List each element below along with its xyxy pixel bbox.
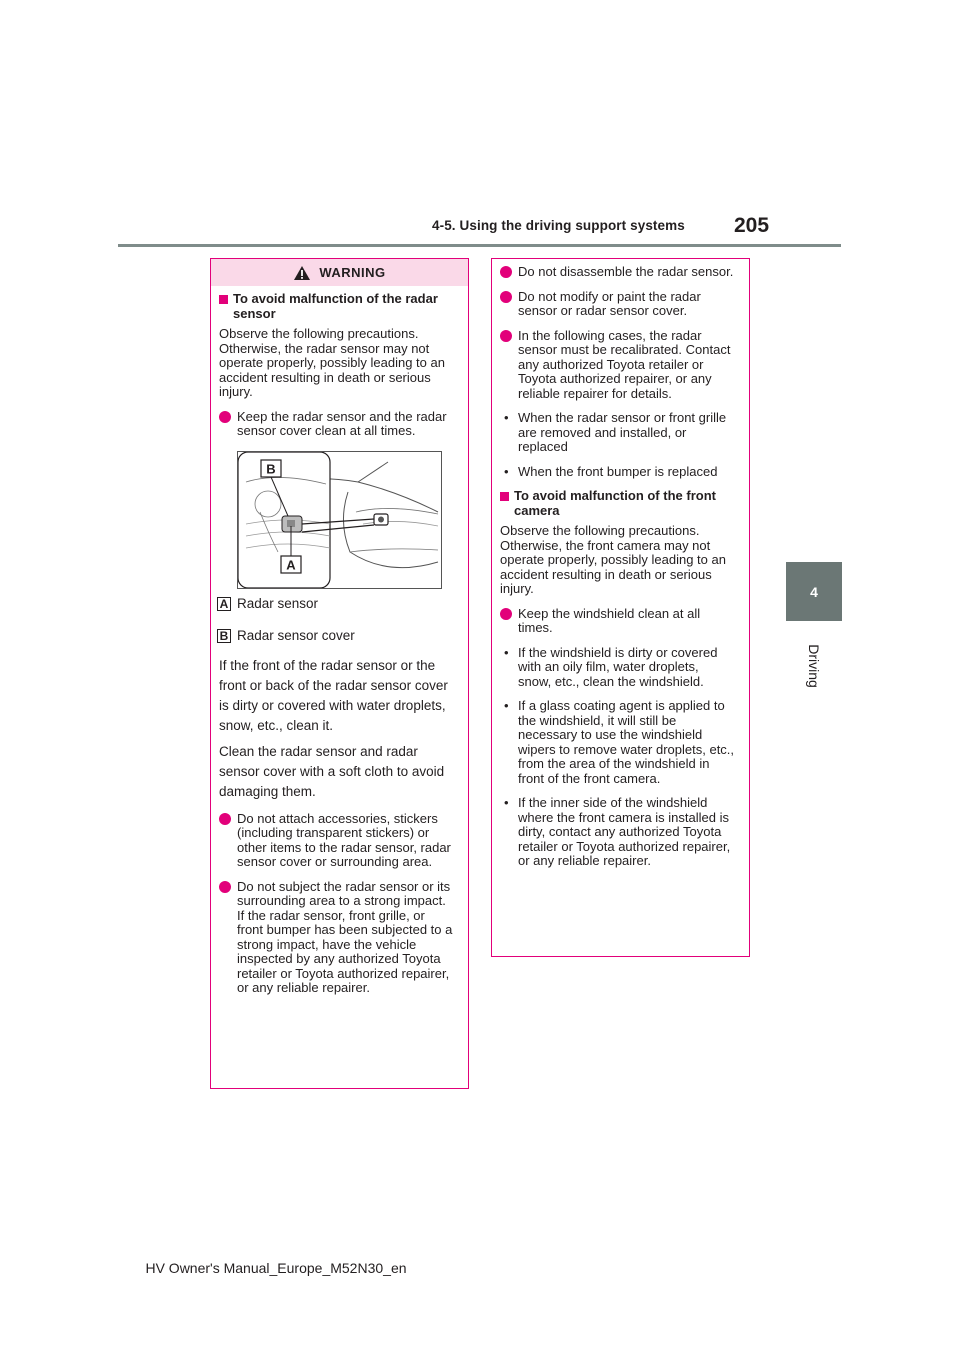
heading-camera-text: To avoid malfunction of the front camera (514, 488, 716, 518)
warning-box-right (491, 258, 750, 957)
bullet-disassemble-text: Do not disassemble the radar sensor. (518, 264, 734, 279)
chapter-number: 4 (810, 583, 818, 600)
dash-inner-text: If the inner side of the windshield where the front camera is installed is dirty, contact any authorized Toyota retailer or Toyota authorized repairer, or any reliable repairer. (518, 795, 731, 868)
legend-radar-sensor-cover (217, 629, 454, 644)
bullet-keep-clean-text: Keep the radar sensor and the radar sensor cover clean at all times. (237, 408, 447, 438)
dash-item-oily: • If the windshield is dirty or covered with an oily film, water droplets, snow, etc., clean the windshield. (504, 644, 718, 689)
legend-label-b: Radar sensor cover (237, 628, 355, 643)
bullet-modify-text: Do not modify or paint the radar sensor or radar sensor cover. (518, 288, 701, 318)
heading-camera (500, 489, 735, 518)
footer-manual-id: HV Owner's Manual_Europe_M52N30_en (145, 1260, 407, 1276)
dash-removed-text: When the radar sensor or front grille are removed and installed, or replaced (518, 410, 727, 454)
bullet-impact-text-1: Do not subject the radar sensor or its surrounding area to a strong impact. (237, 878, 451, 908)
bullet-recalibrate (500, 329, 735, 402)
square-bullet-icon (500, 492, 509, 501)
circle-bullet-icon (500, 291, 512, 303)
page-number: 205 (734, 214, 770, 237)
legend-radar-sensor (217, 597, 454, 612)
para-dirty: If the front of the radar sensor or the front or back of the radar sensor cover is dirty or covered with water droplets, snow, etc., clean it. (219, 657, 448, 733)
circle-bullet-icon (500, 330, 512, 342)
warning-triangle-icon (293, 265, 311, 281)
dash-oily-text: If the windshield is dirty or covered with an oily film, water droplets, snow, etc., clean the windshield. (518, 644, 718, 689)
callout-a: A (286, 557, 296, 572)
warning-box-left (210, 258, 469, 1089)
heading-radar (219, 292, 454, 321)
legend-key-a: A (217, 597, 231, 611)
chapter-label: Driving (806, 644, 822, 688)
bullet-disassemble (500, 265, 735, 280)
dash-item-removed: • When the radar sensor or front grille are removed and installed, or replaced (504, 410, 727, 454)
callout-b: B (266, 461, 276, 476)
dash-bumper-text: When the front bumper is replaced (518, 463, 718, 479)
bullet-impact (219, 880, 454, 996)
bullet-accessories (219, 812, 454, 870)
para-clean: Clean the radar sensor and radar sensor cover with a soft cloth to avoid damaging them. (219, 743, 445, 799)
section-title: 4-5. Using the driving support systems (432, 218, 685, 233)
chapter-tab (786, 562, 842, 621)
radar-sensor-illustration (237, 451, 442, 589)
bullet-accessories-text: Do not attach accessories, stickers (including transparent stickers) or other items to the radar sensor, radar sensor cover or surrounding area. (237, 810, 451, 869)
heading-radar-text: To avoid malfunction of the radar sensor (233, 291, 438, 321)
circle-bullet-icon (500, 608, 512, 620)
dash-item-coating: • If a glass coating agent is applied to the windshield, it will still be necessary to use the windshield wipers to remove water droplets, etc., from the area of the windshield in front of the front camera. (504, 698, 735, 786)
circle-bullet-icon (219, 813, 231, 825)
legend-key-b: B (217, 629, 231, 643)
bullet-windshield (500, 607, 735, 636)
header-rule (118, 244, 841, 247)
dash-item-bumper: • When the front bumper is replaced (504, 463, 718, 479)
bullet-windshield-text: Keep the windshield clean at all times. (518, 605, 701, 635)
dash-coating-text: If a glass coating agent is applied to the windshield, it will still be necessary to use the windshield wipers to remove water droplets, etc., from the area of the windshield in front of the front camera. (518, 698, 735, 786)
warning-title: WARNING (319, 265, 386, 280)
dash-item-inner: • If the inner side of the windshield where the front camera is installed is dirty, contact any authorized Toyota retailer or Toyota authorized repairer, or any reliable repairer. (504, 795, 731, 868)
bullet-impact-text-2: If the radar sensor, front grille, or front bumper has been subjected to a strong impact, have the vehicle inspected by any authorized Toyota retailer or Toyota authorized repairer, or any reliable repairer. (237, 907, 453, 995)
warning-header (211, 259, 468, 286)
intro-radar: Observe the following precautions. Otherwise, the radar sensor may not operate properly, possibly leading to an accident resulting in death or serious injury. (219, 326, 445, 399)
circle-bullet-icon (500, 266, 512, 278)
square-bullet-icon (219, 295, 228, 304)
intro-camera: Observe the following precautions. Otherwise, the front camera may not operate properly, possibly leading to an accident resulting in death or serious injury. (500, 523, 726, 596)
bullet-recalibrate-text: In the following cases, the radar sensor must be recalibrated. Contact any authorized Toyota retailer or Toyota authorized repairer, or any reliable repairer for details. (518, 327, 731, 401)
circle-bullet-icon (219, 881, 231, 893)
bullet-modify (500, 290, 735, 319)
circle-bullet-icon (219, 411, 231, 423)
legend-label-a: Radar sensor (237, 595, 319, 611)
bullet-keep-clean (219, 410, 454, 439)
